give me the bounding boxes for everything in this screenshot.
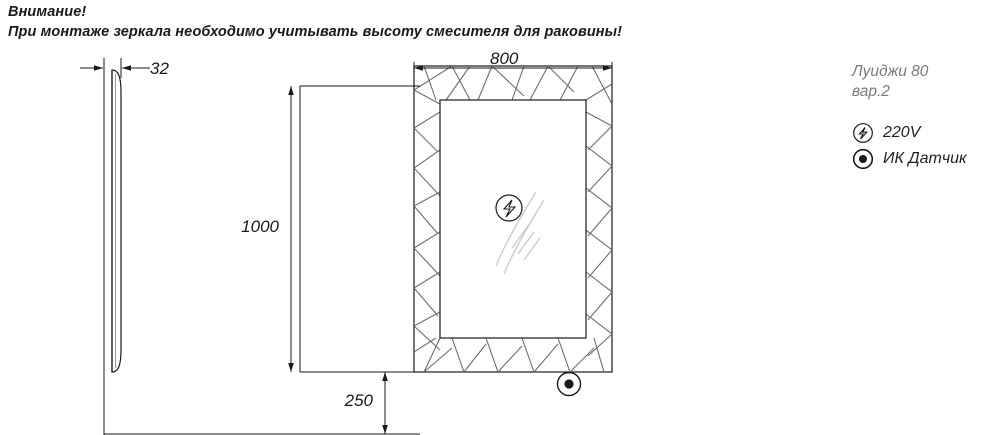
legend-label-sensor: ИК Датчик [883, 150, 967, 167]
sensor-circle-icon [558, 373, 581, 396]
dim-width-label: 800 [490, 49, 519, 68]
legend-item-power [852, 120, 1000, 146]
dim-height-label: 1000 [241, 217, 279, 236]
side-view [80, 58, 300, 435]
warning-line-1: Внимание! [8, 4, 87, 20]
model-name-line-1: Луиджи 80 [852, 63, 929, 80]
dim-thickness-label: 32 [150, 59, 169, 78]
sensor-circle-icon [852, 148, 874, 170]
lightning-circle-icon [496, 195, 522, 221]
front-view [414, 66, 612, 396]
legend-panel [852, 62, 1000, 172]
dim-bottom-offset-label: 250 [344, 391, 373, 410]
lightning-circle-icon [852, 122, 874, 144]
legend-label-power: 220V [883, 124, 921, 141]
warning-line-2: При монтаже зеркала необходимо учитывать высоту смесителя для раковины! [8, 24, 623, 40]
legend-item-sensor [852, 146, 1000, 172]
model-name-line-2: вар.2 [852, 83, 890, 100]
